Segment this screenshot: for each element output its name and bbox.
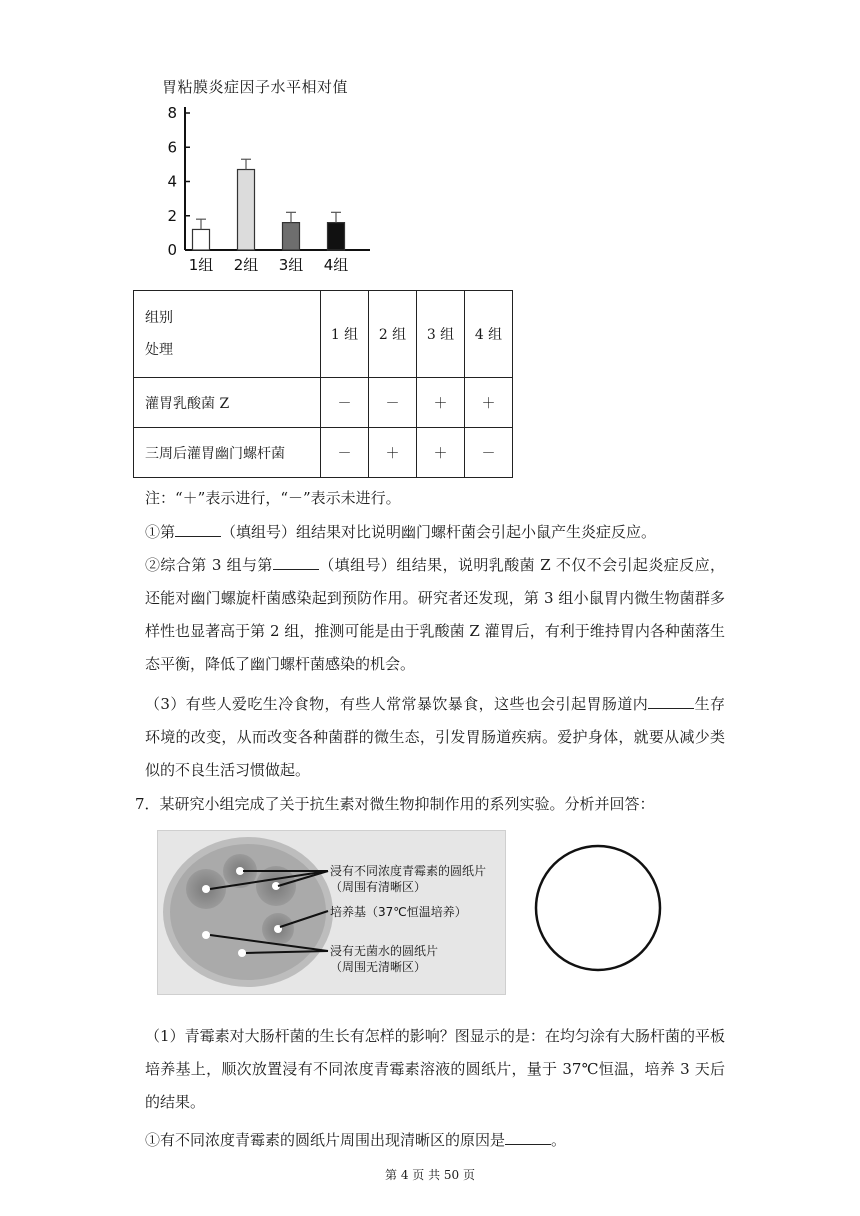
y-tick-label: 6 (167, 138, 177, 157)
group-header: 4 组 (465, 291, 513, 378)
petri-dish-illustration (158, 831, 505, 994)
y-tick-label: 0 (167, 241, 177, 259)
paragraph-1: （1）青霉素对大肠杆菌的生长有怎样的影响？图显示的是：在均匀涂有大肠杆菌的平板培养基上，顺次放置浸有不同浓度青霉素溶液的圆纸片，量于 37℃恒温，培养 3 天后的结果。 (145, 1027, 725, 1111)
row-label: 三周后灌胃幽门螺杆菌 (134, 428, 321, 478)
q3-text: （3）有些人爱吃生冷食物，有些人常常暴饮暴食，这些也会引起胃肠道内 (145, 695, 649, 713)
header-treatment-label: 处理 (145, 342, 173, 358)
empty-circle-diagram (533, 838, 663, 978)
q2-text-end: （填组号）组结果，说明乳酸菌 Z 不仅不会引起炎症反应，还能对幽门螺旋杆菌感染起到预防作用。研究者还发现，第 3 组小鼠胃内微生物菌群多样性也显著高于第 2 组，推测可能是由于乳酸菌 Z 灌胃后，有利于维持胃内各种菌落生态平衡，降低了幽门螺杆菌感染的机会。 (145, 556, 725, 673)
paragraph-2 (145, 1124, 725, 1157)
q2-text: ②综合第 3 组与第 (145, 556, 273, 574)
paper-disc (236, 867, 244, 875)
p2-text: ①有不同浓度青霉素的圆纸片周围出现清晰区的原因是 (145, 1131, 506, 1149)
answer-blank[interactable] (175, 520, 221, 537)
answer-blank[interactable] (505, 1128, 551, 1145)
table-cell: ＋ (417, 428, 465, 478)
table-row (134, 428, 513, 478)
page-footer: 第 4 页 共 50 页 (385, 1168, 475, 1182)
treatment-table (133, 290, 513, 478)
figure-label: 浸有不同浓度青霉素的圆纸片 (330, 864, 487, 878)
figure-label: 浸有无菌水的圆纸片 (330, 944, 439, 958)
bar (238, 170, 255, 250)
table-header-cell (134, 291, 321, 378)
table-row (134, 378, 513, 428)
petri-dish-photo (157, 830, 506, 995)
row-label: 灌胃乳酸菌 Z (134, 378, 321, 428)
y-tick-label: 2 (167, 206, 177, 225)
y-tick-label: 4 (167, 172, 177, 191)
group-header: 2 组 (369, 291, 417, 378)
question-1 (145, 516, 725, 549)
p2-text-end: 。 (551, 1131, 567, 1149)
table-cell: － (369, 378, 417, 428)
figure-label: （周围无清晰区） (330, 960, 427, 974)
chart-title: 胃粘膜炎症因子水平相对值 (162, 78, 349, 96)
table-cell: ＋ (465, 378, 513, 428)
table-cell: ＋ (369, 428, 417, 478)
question-3 (145, 688, 725, 787)
x-tick-label: 4组 (323, 256, 349, 274)
bar (283, 223, 300, 250)
bar (328, 223, 345, 250)
x-tick-label: 1组 (188, 256, 214, 274)
figure-label: （周围有清晰区） (330, 880, 427, 894)
bar-chart (150, 96, 380, 276)
q3-text-end: 生存环境的改变，从而改变各种菌群的微生态，引发胃肠道疾病。爱护身体，就要从减少类似的不良生活习惯做起。 (145, 695, 725, 779)
group-header: 3 组 (417, 291, 465, 378)
answer-blank[interactable] (273, 553, 319, 570)
table-cell: ＋ (417, 378, 465, 428)
table-cell: － (321, 428, 369, 478)
group-header: 1 组 (321, 291, 369, 378)
question-7: 7．某研究小组完成了关于抗生素对微生物抑制作用的系列实验。分析并回答： (135, 795, 655, 813)
question-2 (145, 549, 725, 681)
answer-blank[interactable] (648, 692, 694, 709)
paper-disc (202, 885, 210, 893)
x-tick-label: 2组 (233, 256, 259, 274)
x-tick-label: 3组 (278, 256, 304, 274)
header-group-label: 组别 (145, 310, 173, 326)
paper-disc (202, 931, 210, 939)
y-tick-label: 8 (167, 104, 177, 122)
q1-text-end: （填组号）组结果对比说明幽门螺杆菌会引起小鼠产生炎症反应。 (221, 523, 657, 541)
bar (193, 229, 210, 250)
table-note: 注：“＋”表示进行，“－”表示未进行。 (145, 489, 401, 507)
table-cell: － (321, 378, 369, 428)
figure-label: 培养基（37℃恒温培养） (330, 905, 467, 919)
q1-text: ①第 (145, 523, 176, 541)
paper-disc (238, 949, 246, 957)
table-cell: － (465, 428, 513, 478)
